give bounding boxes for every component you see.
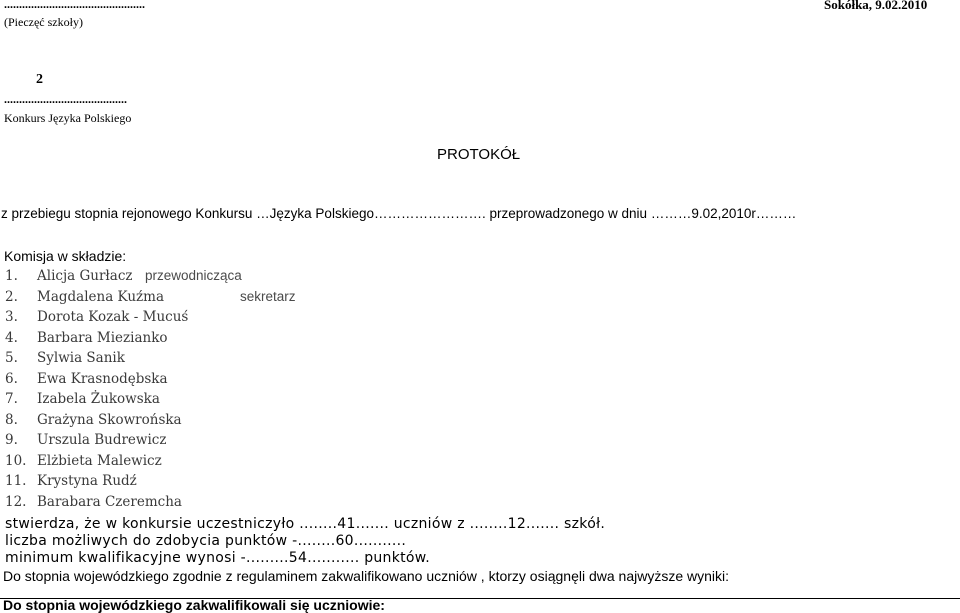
member-name: Dorota Kozak - Mucuś <box>37 309 189 325</box>
stats-participants: stwierdza, że w konkursie uczestniczyło ........41....... uczniów z ........12....... szkół. <box>5 516 606 532</box>
member-name: Alicja Gurłacz <box>37 268 133 284</box>
member-number: 3. <box>5 309 18 325</box>
member-name: Krystyna Rudź <box>37 473 137 489</box>
document-number: 2 <box>36 72 43 87</box>
member-name: Magdalena Kuźma <box>37 288 164 305</box>
member-name: Izabela Żukowska <box>37 391 160 407</box>
member-number: 6. <box>5 370 18 387</box>
member-name: Urszula Budrewicz <box>37 432 167 448</box>
member-number: 5. <box>5 350 18 366</box>
commission-member <box>5 432 166 448</box>
member-number: 9. <box>5 432 18 448</box>
member-name: Barbara Miezianko <box>37 329 168 346</box>
member-number: 2. <box>5 288 18 305</box>
member-number: 11. <box>5 473 27 489</box>
member-name: Ewa Krasnodębska <box>37 370 168 387</box>
commission-member <box>5 391 160 407</box>
member-number: 7. <box>5 391 18 407</box>
stats-minimum: minimum kwalifikacyjne wynosi -.........54........... punktów. <box>5 550 431 566</box>
commission-member <box>5 371 168 387</box>
member-role: przewodnicząca <box>145 268 242 283</box>
commission-member <box>5 494 182 510</box>
commission-member <box>5 412 182 428</box>
stats-max-points: liczba możliwych do zdobycia punktów -........60........... <box>5 533 407 549</box>
commission-member <box>5 453 162 469</box>
member-name: Grażyna Skowrońska <box>37 411 182 428</box>
dotted-line-second: ......................................... <box>4 92 127 106</box>
commission-member <box>5 473 137 489</box>
school-stamp-label: (Pieczęć szkoły) <box>4 15 83 29</box>
commission-member <box>5 288 296 305</box>
member-name: Barabara Czeremcha <box>37 493 182 510</box>
commission-member <box>5 309 188 325</box>
member-role: sekretarz <box>240 288 296 304</box>
member-number: 1. <box>5 268 18 284</box>
member-name: Sylwia Sanik <box>37 350 125 366</box>
page-title: PROTOKÓŁ <box>437 146 521 163</box>
qualified-heading: Do stopnia wojewódzkiego zakwalifikowali się uczniowie: <box>3 597 385 613</box>
contest-name: Konkurs Języka Polskiego <box>4 111 132 125</box>
member-number: 10. <box>5 452 27 469</box>
member-name: Elżbieta Malewicz <box>37 452 162 469</box>
intro-line: z przebiegu stopnia rejonowego Konkursu …Języka Polskiego……………………. przeprowadzonego w dniu ………9.02,2010r……… <box>1 206 797 221</box>
dotted-line-stamp: ............................................... <box>4 0 145 11</box>
commission-member <box>5 268 242 284</box>
member-number: 4. <box>5 329 18 346</box>
commission-heading: Komisja w składzie: <box>4 248 127 264</box>
place-date: Sokółka, 9.02.2010 <box>824 0 928 12</box>
commission-member <box>5 330 168 346</box>
qualification-note: Do stopnia wojewódzkiego zgodnie z regulaminem zakwalifikowano uczniów , ktorzy osiągnęli dwa najwyższe wyniki: <box>3 568 730 584</box>
commission-member <box>5 350 125 366</box>
member-number: 8. <box>5 411 18 428</box>
member-number: 12. <box>5 493 27 510</box>
